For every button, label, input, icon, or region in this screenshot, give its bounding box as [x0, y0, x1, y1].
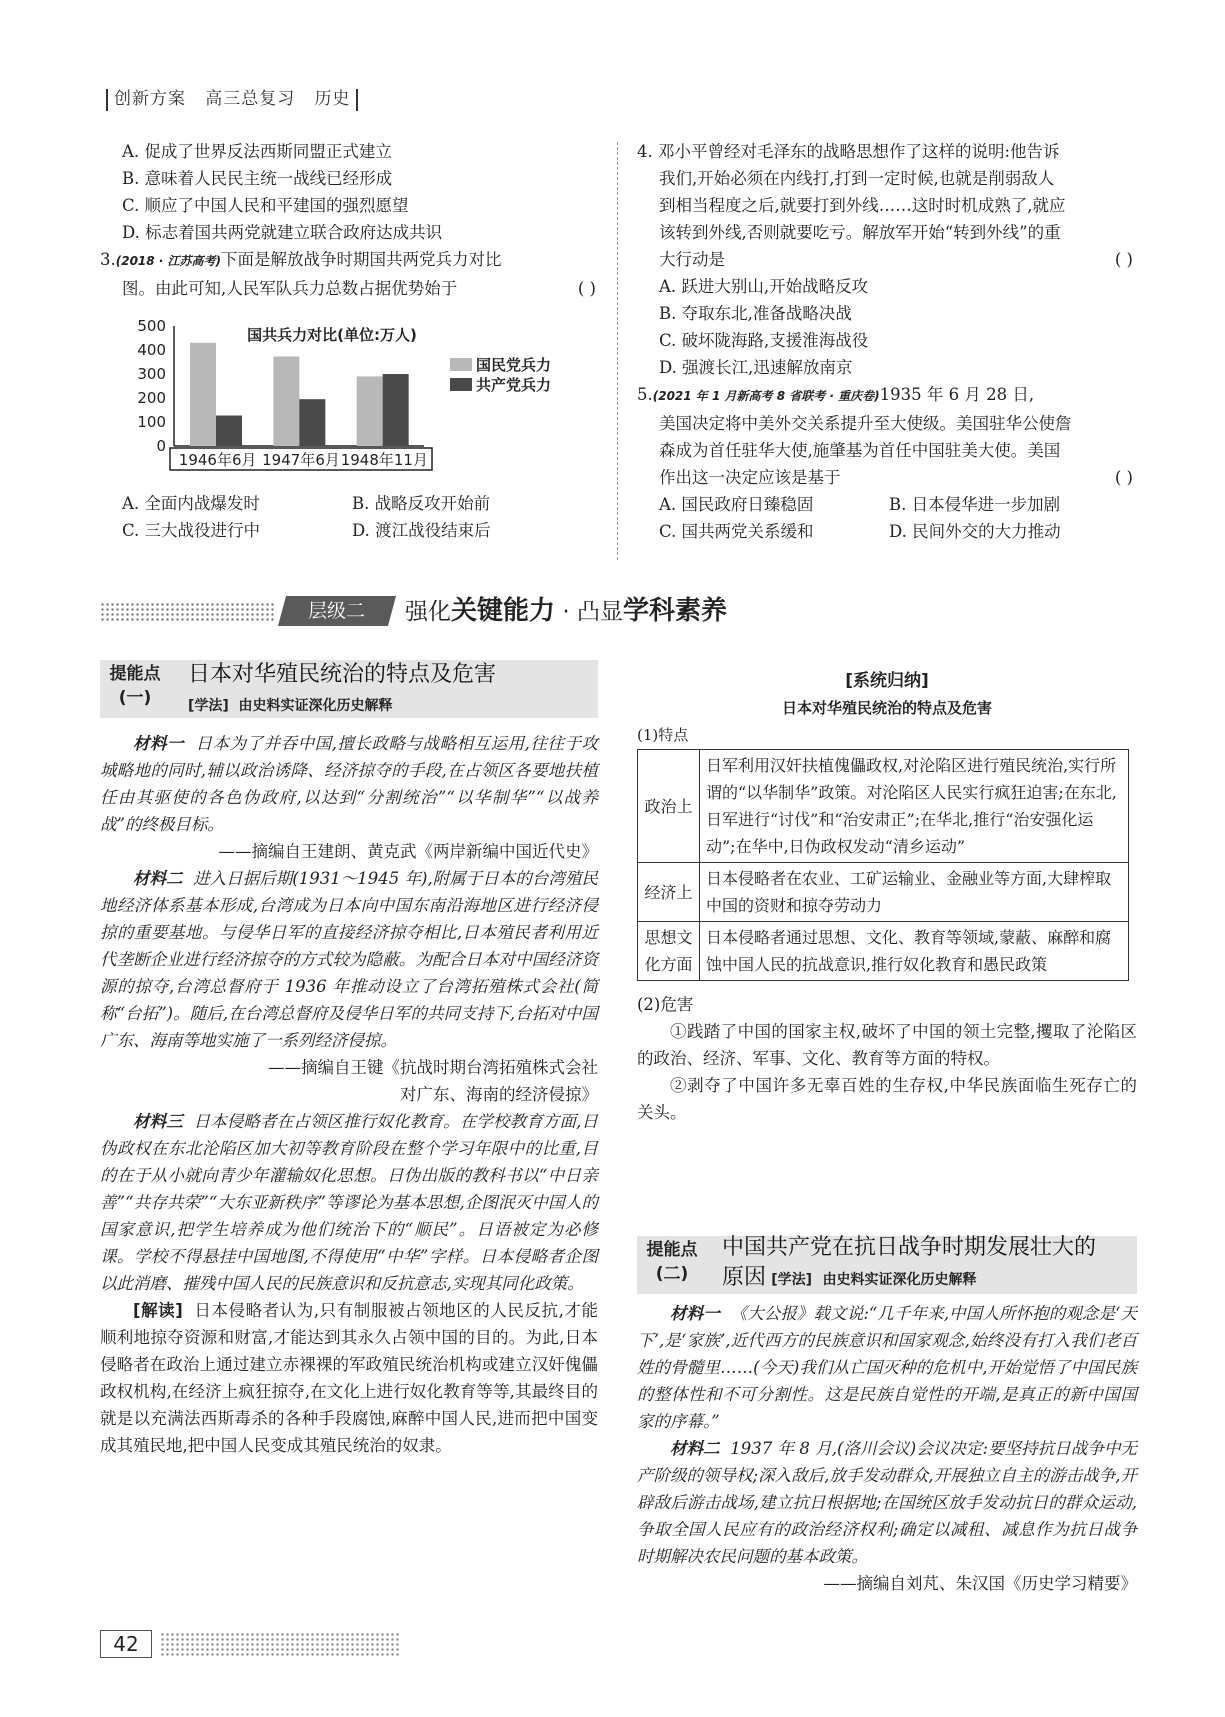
row-head-politics: 政治上: [638, 750, 700, 863]
kp2-title-2-wrap: [722, 1264, 977, 1294]
kp1-m2-label: 材料二: [133, 869, 183, 888]
level-tag: [278, 596, 396, 626]
q4-line5: 大行动是: [659, 250, 725, 269]
grade-name: 高三总复习: [205, 89, 296, 109]
kp2-title-1: 中国共产党在抗日战争时期发展壮大的: [722, 1235, 1097, 1260]
kp2-m1-text: 《大公报》载文说:“几千年来,中国人所怀抱的观念是‘天下’,是‘家族’,近代西方的民族意识和国家观念,始终没有打入我们老百姓的骨髓里……(今天)我们从亡国灭种的危机中,开始觉悟了中国民族的整体性和不可分割性。这是民族自觉性的开端,是真正的新中国国家的序幕。”: [637, 1304, 1138, 1431]
q5-option-c: C. 国共两党关系缓和: [659, 522, 814, 541]
left-top-column: [100, 138, 600, 302]
kp2-method-text: 由史料实证深化历史解释: [822, 1272, 977, 1288]
q4-option-b: B. 夺取东北,准备战略决战: [659, 304, 852, 323]
kp2-m2-label: 材料二: [670, 1439, 720, 1458]
q5-option-d: D. 民间外交的大力推动: [889, 522, 1061, 541]
harm-1: ①践踏了中国的国家主权,破坏了中国的领土完整,攫取了沦陷区的政治、经济、军事、文化、教育等方面的特权。: [637, 1022, 1137, 1068]
q3-option-a: A. 全面内战爆发时: [122, 494, 260, 513]
kp2-body: [637, 1300, 1137, 1597]
bar-kmt: [273, 356, 299, 446]
kp1-m3-label: 材料三: [133, 1112, 183, 1131]
q3-option-d: D. 渡江战役结束后: [352, 521, 491, 540]
right-top-column: [637, 138, 1137, 545]
row-head-culture: 思想文化方面: [638, 922, 700, 981]
kp1-material-3: [100, 1108, 598, 1297]
q3-number: 3.: [100, 250, 116, 269]
q3-option-b: B. 战略反攻开始前: [352, 494, 491, 513]
q4-line2: 我们,开始必须在内线打,打到一定时候,也就是削弱敌人: [659, 169, 1055, 188]
features-table: [637, 749, 1129, 981]
kp1-method: [188, 693, 393, 720]
q5-line4: 作出这一决定应该是基于: [659, 468, 841, 487]
q4-answer-paren: ( ): [1114, 250, 1133, 269]
kp2-material-2: [637, 1435, 1137, 1570]
bar-cpc: [216, 416, 242, 446]
kp1-m1-text: 日本为了并吞中国,擅长政略与战略相互运用,往往于攻城略地的同时,辅以政治诱降、经济掠夺的手段,在占领区各要地扶植任由其驱使的各色伪政府,以达到“分割统治”“以华制华”“以战养战”的终极目标。: [100, 734, 598, 834]
legend-label: 国民党兵力: [476, 356, 552, 374]
system-title: [系统归纳]: [845, 671, 929, 691]
table-row: [638, 750, 1129, 863]
book-name: 创新方案: [114, 89, 186, 109]
kp1-method-tag: [学法]: [188, 698, 229, 714]
kp2-title-2: 原因: [722, 1265, 767, 1290]
banner-title-a: 强化: [405, 599, 451, 625]
q5-answer-paren: ( ): [1114, 468, 1133, 487]
q5-stem-line1: 1935 年 6 月 28 日,: [879, 385, 1035, 404]
section-banner: [100, 594, 1137, 628]
q4-line3: 到相当程度之后,就要打到外线……这时时机成熟了,就应: [659, 196, 1066, 215]
y-tick-label: 100: [137, 413, 166, 431]
q3-stem: [100, 246, 600, 275]
kp1-body: [100, 730, 598, 1459]
row-body-politics: 日军利用汉奸扶植傀儡政权,对沦陷区进行殖民统治,实行所谓的“以华制华”政策。对沦陷区人民实行疯狂迫害;在东北,日军进行“讨伐”和“治安肃正”;在华北,推行“治安强化运动”;在华中,日伪政权发动“清乡运动”: [700, 750, 1129, 863]
q4-line1: 4. 邓小平曾经对毛泽东的战略思想作了这样的说明:他告诉: [637, 142, 1060, 161]
y-tick-label: 0: [156, 437, 166, 455]
q3-source: (2018 · 江苏高考): [115, 254, 222, 268]
q5-line2: 美国决定将中美外交关系提升至大使级。美国驻华公使詹: [659, 414, 1072, 433]
x-tick-label: 1948年11月: [340, 451, 428, 469]
q5-number: 5.: [637, 385, 653, 404]
kp1-title: 日本对华殖民统治的特点及危害: [188, 662, 497, 687]
q2-option-d: D. 标志着国共两党就建立联合政府达成共识: [122, 223, 443, 242]
harm-label: (2)危害: [637, 995, 694, 1014]
kp1-label: [100, 662, 170, 710]
q4-option-d: D. 强渡长江,迅速解放南京: [659, 358, 853, 377]
table-row: [638, 863, 1129, 922]
level-tag-text: 层级二: [308, 600, 366, 622]
footer-dots: [160, 1632, 400, 1656]
kp2-label-2: (二): [655, 1264, 689, 1284]
harm-2: ②剥夺了中国许多无辜百姓的生存权,中华民族面临生死存亡的关头。: [637, 1076, 1137, 1122]
banner-title-d: 学科素养: [622, 596, 727, 626]
features-label: (1)特点: [637, 726, 689, 744]
q5-source: (2021 年 1 月新高考 8 省联考 · 重庆卷): [652, 389, 880, 403]
kp2-label: [637, 1238, 707, 1286]
system-summary: [637, 668, 1137, 1126]
system-subtitle: 日本对华殖民统治的特点及危害: [781, 699, 992, 717]
kp1-m2-cite-1: ——摘编自王键《抗战时期台湾拓殖株式会社: [268, 1058, 598, 1077]
kp1-label-1: 提能点: [109, 664, 161, 684]
q4-option-c: C. 破坏陇海路,支援淮海战役: [659, 331, 869, 350]
kp1-material-1: [100, 730, 598, 838]
kp2-method-tag: [学法]: [771, 1272, 813, 1288]
bar-kmt: [357, 376, 383, 446]
kp1-jd-text: 日本侵略者认为,只有制服被占领地区的人民反抗,才能顺利地掠夺资源和财富,才能达到其永久占领中国的目的。为此,日本侵略者在政治上通过建立赤裸裸的军政殖民统治机构或建立汉奸傀儡政权机构,在经济上疯狂掠夺,在文化上进行奴化教育等等,其最终目的就是以充满法西斯毒杀的各种手段腐蚀,麻醉中国人民,进而把中国变成其殖民地,把中国人民变成其殖民统治的奴隶。: [100, 1301, 598, 1455]
subject-name: 历史: [314, 89, 351, 109]
q5-option-a: A. 国民政府日臻稳固: [659, 495, 814, 514]
y-tick-label: 200: [137, 389, 166, 407]
y-tick-label: 500: [137, 318, 166, 335]
bar-cpc: [299, 399, 325, 446]
chart-title: 国共兵力对比(单位:万人): [247, 326, 417, 344]
x-tick-label: 1947年6月: [262, 451, 340, 469]
q3-answer-paren: ( ): [577, 279, 596, 298]
table-row: [638, 922, 1129, 981]
banner-title-c: · 凸显: [555, 599, 623, 625]
q3-option-c: C. 三大战役进行中: [122, 521, 261, 540]
q5-line3: 森成为首任驻华大使,施肇基为首任中国驻美大使。美国: [659, 441, 1061, 460]
row-body-economy: 日本侵略者在农业、工矿运输业、金融业等方面,大肆榨取中国的资财和掠夺劳动力: [700, 863, 1129, 922]
kp1-label-2: (一): [118, 688, 152, 708]
kp1-jd-label: [解读]: [133, 1301, 183, 1320]
q5-option-b: B. 日本侵华进一步加剧: [889, 495, 1061, 514]
banner-title: [405, 594, 727, 629]
q4-line5-wrap: [637, 246, 1137, 273]
kp1-m2-cite-2: 对广东、海南的经济侵掠》: [400, 1085, 598, 1104]
q4-line4: 该转到外线,否则就要吃亏。解放军开始“转到外线”的重: [659, 223, 1061, 242]
q4-option-a: A. 跃进大别山,开始战略反攻: [659, 277, 869, 296]
row-body-culture: 日本侵略者通过思想、文化、教育等领域,蒙蔽、麻醉和腐蚀中国人民的抗战意识,推行奴化教育和愚民政策: [700, 922, 1129, 981]
banner-title-b: 关键能力: [451, 596, 556, 626]
q2-option-b: B. 意味着人民民主统一战线已经形成: [122, 169, 393, 188]
q3-stem-line2: 图。由此可知,人民军队兵力总数占据优势始于: [122, 279, 458, 298]
q3-options: [100, 490, 600, 544]
q2-option-c: C. 顺应了中国人民和平建国的强烈愿望: [122, 196, 409, 215]
q2-option-a: A. 促成了世界反法西斯同盟正式建立: [122, 142, 392, 161]
q5-line4-wrap: [637, 464, 1137, 491]
force-comparison-chart: [122, 318, 592, 486]
kp2-m2-text: 1937 年 8 月,(洛川会议)会议决定:要坚持抗日战争中无产阶级的领导权;深入敌后,放手发动群众,开展独立自主的游击战争,开辟敌后游击战场,建立抗日根据地;在国统区放手发动抗日的群众运动,争取全国人民应有的政治经济权利;确定以减租、减息作为抗日战争时期解决农民问题的基本政策。: [637, 1439, 1138, 1566]
page-number: 42: [100, 1630, 152, 1658]
kp1-m3-text: 日本侵略者在占领区推行奴化教育。在学校教育方面,日伪政权在东北沦陷区加大初等教育阶段在整个学习年限中的比重,目的在于从小就向青少年灌输奴化思想。日伪出版的教科书以“中日亲善”“共存共荣”“大东亚新秩序”等谬论为基本思想,企图泯灭中国人的国家意识,把学生培养成为他们统治下的“顺民”。日语被定为必修课。学校不得悬挂中国地图,不得使用“中华”字样。日本侵略者企图以此消磨、摧残中国人民的民族意识和反抗意志,实现其同化政策。: [100, 1112, 598, 1293]
bar-cpc: [383, 374, 409, 446]
kp1-m2-text: 进入日据后期(1931～1945 年),附属于日本的台湾殖民地经济体系基本形成,台湾成为日本向中国东南沿海地区进行经济侵掠的重要基地。与侵华日军的直接经济掠夺相比,日本殖民者利用近代垄断企业进行经济掠夺的方式较为隐蔽。为配合日本对中国经济资源的掠夺,台湾总督府于 1936 年推动设立了台湾拓殖株式会社(简称“台拓”)。随后,在台湾总督府及侵华日军的共同支持下,台拓对中国广东、海南等地实施了一系列经济侵掠。: [100, 869, 598, 1050]
q5-stem: [637, 381, 1137, 410]
q3-stem-line2-wrap: [100, 275, 600, 302]
kp1-material-2: [100, 865, 598, 1054]
kp1-m1-cite: ——摘编自王建朗、黄克武《两岸新编中国近代史》: [218, 842, 598, 861]
banner-dots: [100, 602, 275, 622]
kp2-m2-cite: ——摘编自刘芃、朱汉国《历史学习精要》: [823, 1574, 1137, 1593]
kp2-label-1: 提能点: [646, 1240, 698, 1260]
x-tick-label: 1946年6月: [178, 451, 257, 469]
q3-stem-line1: 下面是解放战争时期国共两党兵力对比: [221, 250, 502, 269]
kp1-method-text: 由史料实证深化历史解释: [238, 698, 393, 714]
bar-kmt: [190, 343, 216, 446]
kp2-material-1: [637, 1300, 1137, 1435]
y-tick-label: 400: [137, 341, 166, 359]
legend-label: 共产党兵力: [476, 376, 552, 394]
row-head-economy: 经济上: [638, 863, 700, 922]
y-tick-label: 300: [137, 365, 166, 383]
page-header: [100, 86, 364, 113]
kp1-m1-label: 材料一: [133, 734, 185, 753]
legend-swatch: [450, 358, 472, 371]
kp1-interpretation: [100, 1297, 598, 1459]
legend-swatch: [450, 378, 472, 391]
column-divider: [617, 142, 618, 560]
kp2-m1-label: 材料一: [670, 1304, 720, 1323]
